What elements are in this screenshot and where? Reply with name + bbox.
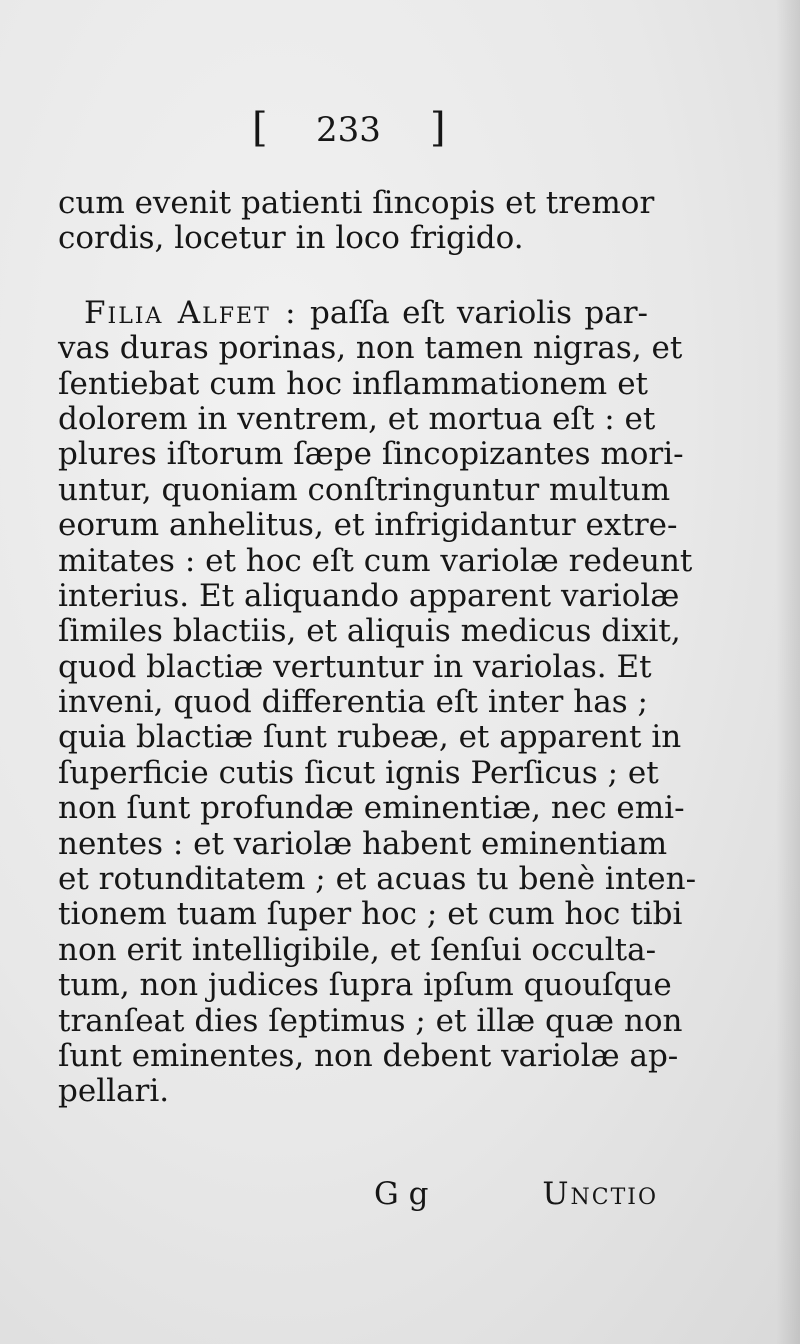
text-line: dolorem in ventrem, et mortua eſt : et (58, 400, 656, 437)
paragraph-gap (58, 257, 648, 296)
body-text (58, 185, 697, 1110)
header-bracket-left: [ (252, 105, 268, 151)
text-line: eorum anhelitus, et infrigidantur extre- (58, 507, 678, 544)
signature-mark: G g (374, 1176, 429, 1212)
page-footer (58, 1172, 658, 1216)
catchword: Unctio (542, 1176, 658, 1212)
text-line: quia blactiæ ſunt rubeæ, et apparent in (58, 719, 682, 756)
text-line: et rotunditatem ; et acuas tu benè inten- (58, 861, 697, 898)
text-line: tranſeat dies ſeptimus ; et illæ quæ non (58, 1002, 683, 1039)
text-line: tum, non judices ſupra ipſum quouſque (58, 967, 672, 1004)
text-line: plures iſtorum ſæpe ſincopizantes mori- (58, 436, 684, 473)
text-line: non erit intelligibile, et ſenſui occulta- (58, 931, 657, 968)
header-bracket-right: ] (430, 105, 446, 151)
speaker-name: Filia Alfet : (84, 294, 298, 331)
text-line: ſentiebat cum hoc inflammationem et (58, 365, 648, 402)
paragraph-first-line (58, 296, 648, 331)
text-line: ſuperficie cutis ſicut ignis Perſicus ; et (58, 754, 659, 791)
text-line: tionem tuam ſuper hoc ; et cum hoc tibi (58, 896, 683, 933)
page-number: 233 (316, 110, 381, 150)
text-line: mitates : et hoc eſt cum variolæ redeunt (58, 542, 693, 579)
text-line: non ſunt profundæ eminentiæ, nec emi- (58, 790, 685, 827)
text-line: quod blactiæ vertuntur in variolas. Et (58, 648, 652, 685)
text-line-rest: paſſa eſt variolis par- (310, 294, 649, 331)
text-line: cordis, locetur in loco frigido. (58, 220, 524, 257)
text-line: cum evenit patienti ſincopis et tremor (58, 185, 655, 221)
text-line: inveni, quod differentia eſt inter has ; (58, 684, 648, 721)
text-line-last: pellari. (58, 1073, 170, 1110)
text-line: interius. Et aliquando apparent variolæ (58, 577, 680, 614)
text-line: ſunt eminentes, non debent variolæ ap- (58, 1037, 679, 1074)
text-line: nentes : et variolæ habent eminentiam (58, 825, 668, 862)
page-header (252, 98, 452, 158)
text-line: vas duras porinas, non tamen nigras, et (58, 330, 683, 367)
text-line: ſimiles blactiis, et aliquis medicus dixit, (58, 613, 681, 650)
text-line: untur, quoniam conſtringuntur multum (58, 471, 671, 508)
